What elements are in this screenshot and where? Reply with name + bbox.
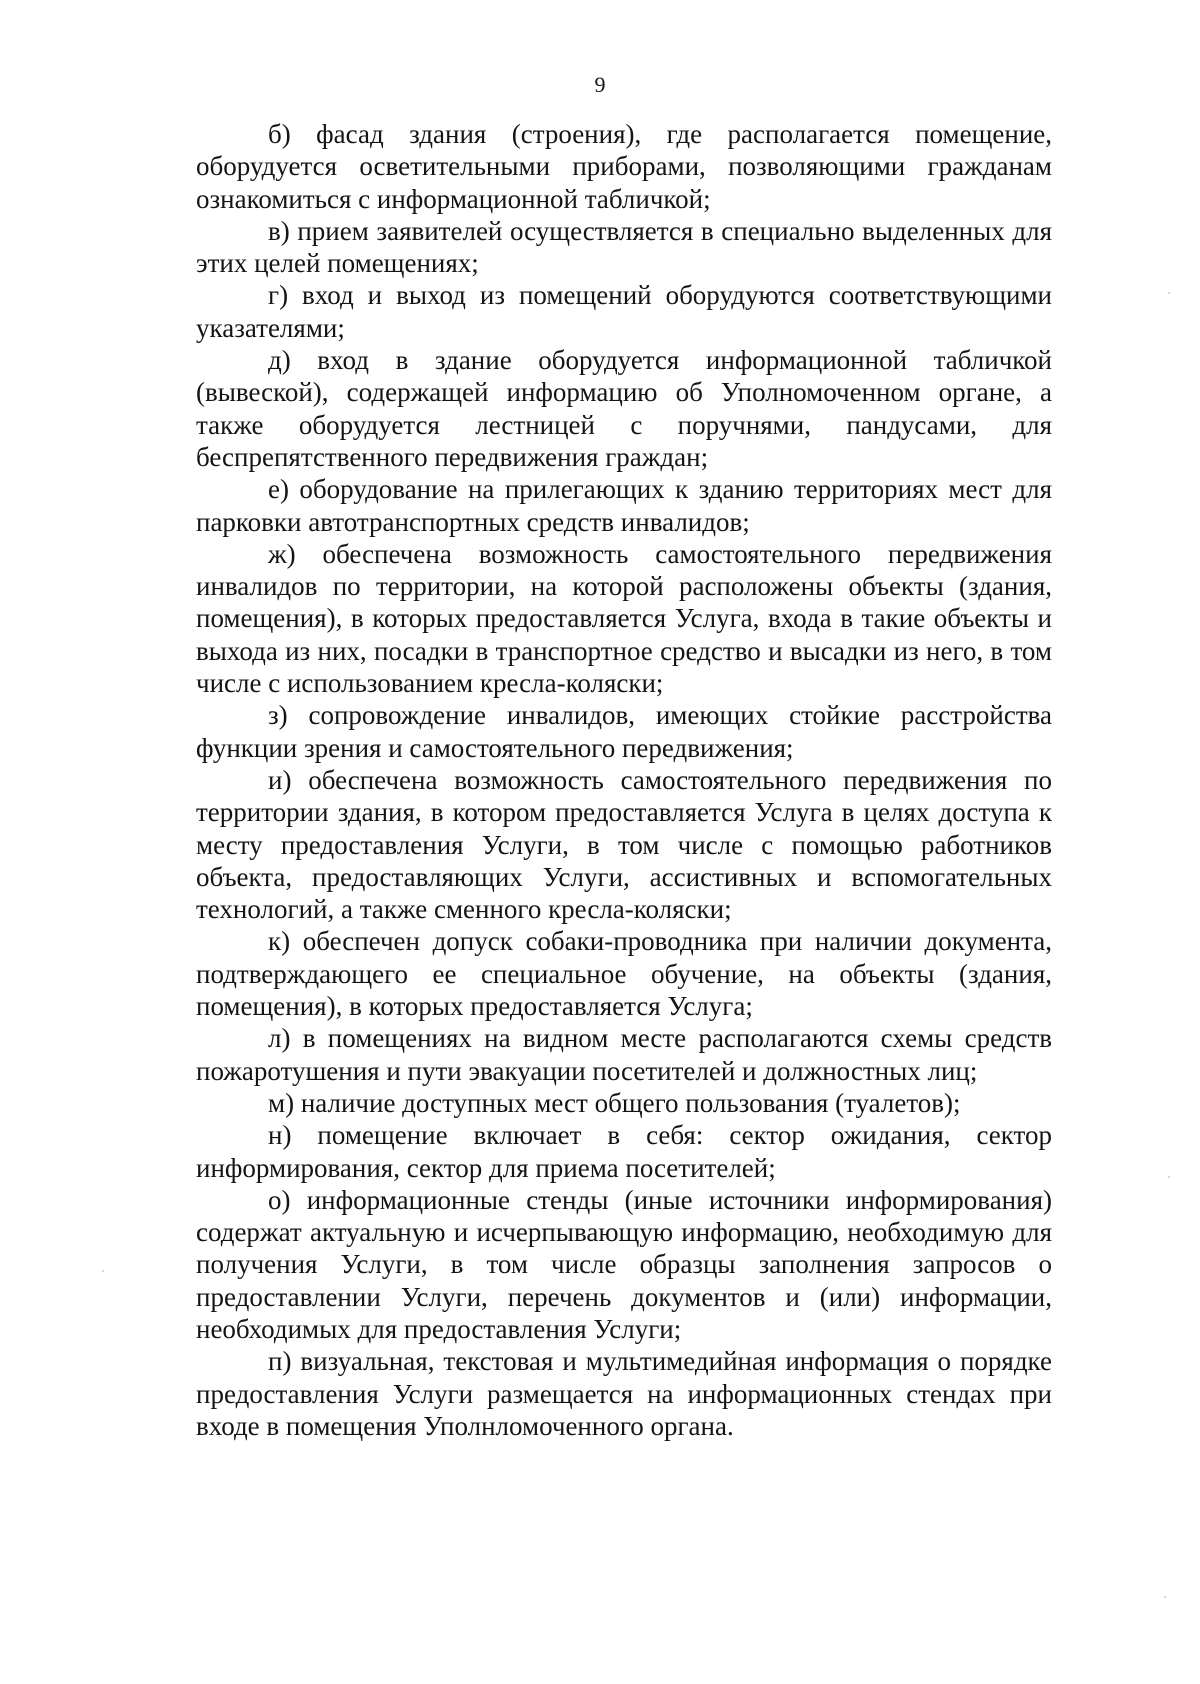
paragraph-z: з) сопровождение инвалидов, имеющих стойкие расстройства функции зрения и самостоятельного передвижения; [196,700,1052,763]
paragraph-e: е) оборудование на прилегающих к зданию территориях мест для парковки автотранспортных средств инвалидов; [196,474,1052,537]
paragraph-v: в) прием заявителей осуществляется в специально выделенных для этих целей помещениях; [196,215,1052,279]
page-number: 9 [594,72,606,97]
scan-speck [1164,1596,1166,1598]
paragraph-l: л) в помещениях на видном месте располагаются схемы средств пожаротушения и пути эвакуации посетителей и должностных лиц; [196,1023,1052,1086]
scan-speck [1168,1176,1170,1178]
scan-speck [102,1270,104,1272]
paragraph-d: д) вход в здание оборудуется информационной табличкой (вывеской), содержащей информацию об Уполномоченном органе, а также оборудуется лестницей с поручнями, пандусами, для беспрепятственного передвижения граждан; [196,345,1052,472]
scan-speck [1168,292,1170,294]
paragraph-o: о) информационные стенды (иные источники информирования) содержат актуальную и исчерпывающую информацию, необходимую для получения Услуги, в том числе образцы заполнения запросов о предоставлении Услуги, перечень документов и (или) информации, необходимых для предоставления Услуги; [196,1184,1052,1344]
paragraph-k: к) обеспечен допуск собаки-проводника при наличии документа, подтверждающего ее специальное обучение, на объекты (здания, помещения), в которых предоставляется Услуга; [196,926,1052,1022]
paragraph-p: п) визуальная, текстовая и мультимедийная информация о порядке предоставления Услуги размещается на информационных стендах при входе в помещения Уполнломоченного органа. [196,1346,1052,1441]
paragraph-i: и) обеспечена возможность самостоятельного передвижения по территории здания, в котором предоставляется Услуга в целях доступа к месту предоставления Услуги, в том числе с помощью работников объекта, предоставляющих Услуги, ассистивных и вспомогательных технологий, а также сменного кресла-коляски; [196,764,1052,925]
paragraph-n: н) помещение включает в себя: сектор ожидания, сектор информирования, сектор для приема посетителей; [196,1120,1052,1183]
document-body [196,118,1052,1442]
paragraph-m: м) наличие доступных мест общего пользования (туалетов); [268,1087,961,1118]
paragraph-zh: ж) обеспечена возможность самостоятельного передвижения инвалидов по территории, на которой расположены объекты (здания, помещения), в которых предоставляется Услуга, входа в такие объекты и выхода из них, посадки в транспортное средство и высадки из него, в том числе с использованием кресла-коляски; [196,538,1052,699]
paragraph-b: б) фасад здания (строения), где располагается помещение, оборудуется осветительными приборами, позволяющими гражданам ознакомиться с информационной табличкой; [196,119,1052,214]
paragraph-g: г) вход и выход из помещений оборудуются соответствующими указателями; [196,280,1052,343]
